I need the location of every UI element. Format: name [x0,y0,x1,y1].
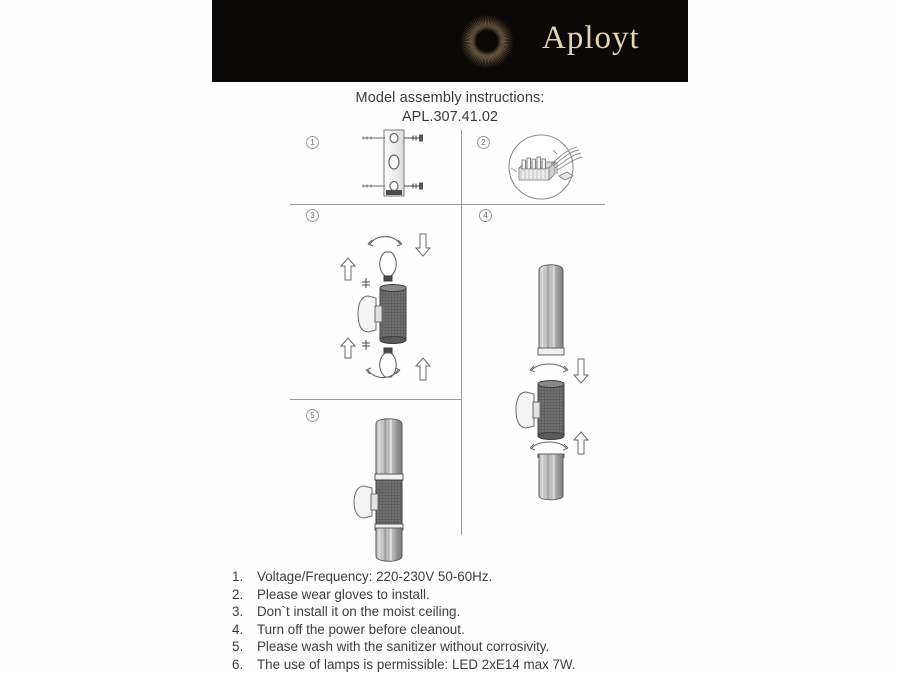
safety-instructions-list [232,568,672,673]
list-item-text: Please wash with the sanitizer without corrosivity. [257,639,550,654]
step-number-1: 1 [306,136,319,149]
title-heading: Model assembly instructions: [355,90,545,106]
step-number-2: 2 [477,136,490,149]
list-item-index: 2. [232,586,244,602]
list-item-text: Voltage/Frequency: 220-230V 50-60Hz. [257,569,493,584]
list-item-text: The use of lamps is permissible: LED 2xE14 max 7W. [257,656,576,672]
step3-illustration [328,222,458,382]
list-item-text: Turn off the power before cleanout. [257,621,465,637]
list-item [232,621,672,639]
divider-horizontal-bottom [290,399,462,400]
divider-horizontal-top [290,204,605,205]
list-item [232,603,672,621]
model-number: APL.307.41.02 [402,109,498,125]
list-item-text: Please wear gloves to install. [257,586,430,602]
step1-illustration [345,128,465,204]
list-item-text: Don`t install it on the moist ceiling. [257,604,461,619]
list-item [232,568,672,586]
step2-illustration [495,132,587,202]
brand-wordmark: Aployt [542,20,640,56]
step-number-3: 3 [306,209,319,222]
list-item [232,586,672,604]
list-item-index: 6. [232,656,244,672]
list-item-index: 1. [232,569,244,584]
list-item-index: 3. [232,604,244,619]
list-item [232,638,672,656]
step-number-5: 5 [306,409,319,422]
list-item-index: 5. [232,639,244,654]
emblem-core [476,30,498,52]
step-number-4: 4 [479,209,492,222]
list-item [232,656,672,674]
list-item-index: 4. [232,621,244,637]
step4-illustration [508,258,618,458]
step4-bottom-shade [508,454,618,504]
step5-illustration [340,414,460,564]
